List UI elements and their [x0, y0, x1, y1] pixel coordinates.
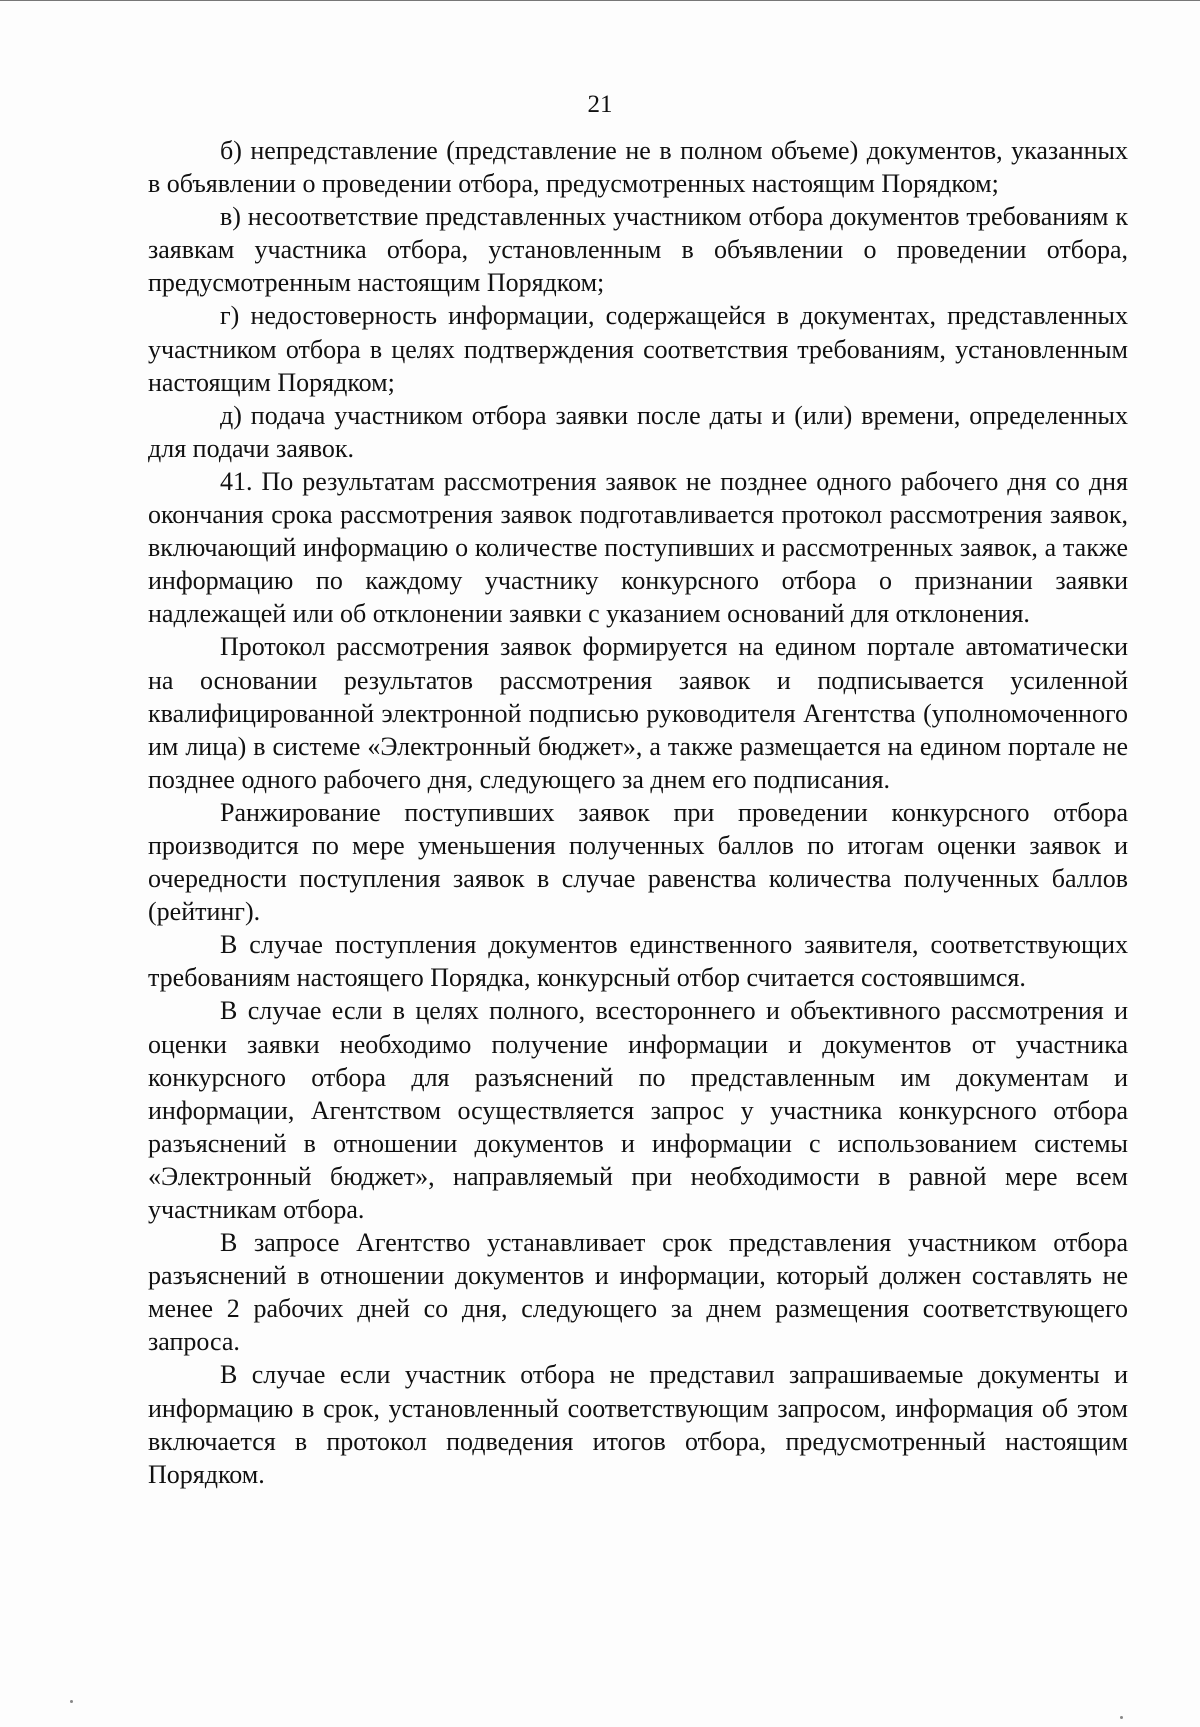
- paragraph-item-b: б) непредставление (представление не в полном объеме) документов, указанных в объявлении о проведении отбора, предусмотренных настоящим Порядком;: [148, 136, 1128, 199]
- paragraph-non-submission: В случае если участник отбора не представил запрашиваемые документы и информацию в срок, установленный соответствующим запросом, информация об этом включается в протокол подведения итогов отбора, предусмотренный настоящим Порядком.: [148, 1360, 1128, 1489]
- paragraph-ranking: Ранжирование поступивших заявок при проведении конкурсного отбора производится по мере уменьшения полученных баллов по итогам оценки заявок и очередности поступления заявок в случае равенства количества полученных баллов (рейтинг).: [148, 797, 1128, 927]
- paragraph-item-v: в) несоответствие представленных участником отбора документов требованиям к заявкам участника отбора, установленным в объявлении о проведении отбора, предусмотренным настоящим Порядком;: [148, 202, 1128, 298]
- document-body: [148, 134, 1128, 1491]
- paragraph-clause-41: 41. По результатам рассмотрения заявок не позднее одного рабочего дня со дня окончания срока рассмотрения заявок подготавливается протокол рассмотрения заявок, включающий информацию о количестве поступивших и рассмотренных заявок, а также информацию по каждому участнику конкурсного отбора о признании заявки надлежащей или об отклонении заявки с указанием оснований для отклонения.: [148, 466, 1128, 629]
- paragraph-single-applicant: В случае поступления документов единственного заявителя, соответствующих требованиям настоящего Порядка, конкурсный отбор считается состоявшимся.: [148, 930, 1128, 993]
- scan-speck: [1120, 1716, 1123, 1719]
- paragraph-item-d: д) подача участником отбора заявки после даты и (или) времени, определенных для подачи заявок.: [148, 400, 1128, 463]
- paragraph-protocol: Протокол рассмотрения заявок формируется на едином портале автоматически на основании результатов рассмотрения заявок и подписывается усиленной квалифицированной электронной подписью руководителя Агентства (уполномоченного им лица) в системе «Электронный бюджет», а также размещается на едином портале не позднее одного рабочего дня, следующего за днем его подписания.: [148, 632, 1128, 794]
- paragraph-item-g: г) недостоверность информации, содержащейся в документах, представленных участником отбора в целях подтверждения соответствия требованиям, установленным настоящим Порядком;: [148, 301, 1128, 397]
- page-number: 21: [587, 91, 613, 118]
- paragraph-clarification-request: В случае если в целях полного, всестороннего и объективного рассмотрения и оценки заявки необходимо получение информации и документов от участника конкурсного отбора для разъяснений по представленным им документам и информации, Агентством осуществляется запрос у участника конкурсного отбора разъяснений в отношении документов и информации с использованием системы «Электронный бюджет», направляемый при необходимости в равной мере всем участникам отбора.: [148, 996, 1128, 1224]
- paragraph-request-deadline: В запросе Агентство устанавливает срок представления участником отбора разъяснений в отношении документов и информации, который должен составлять не менее 2 рабочих дней со дня, следующего за днем размещения соответствующего запроса.: [148, 1228, 1128, 1357]
- scan-edge: [0, 0, 1200, 1]
- scan-speck: [70, 1700, 73, 1703]
